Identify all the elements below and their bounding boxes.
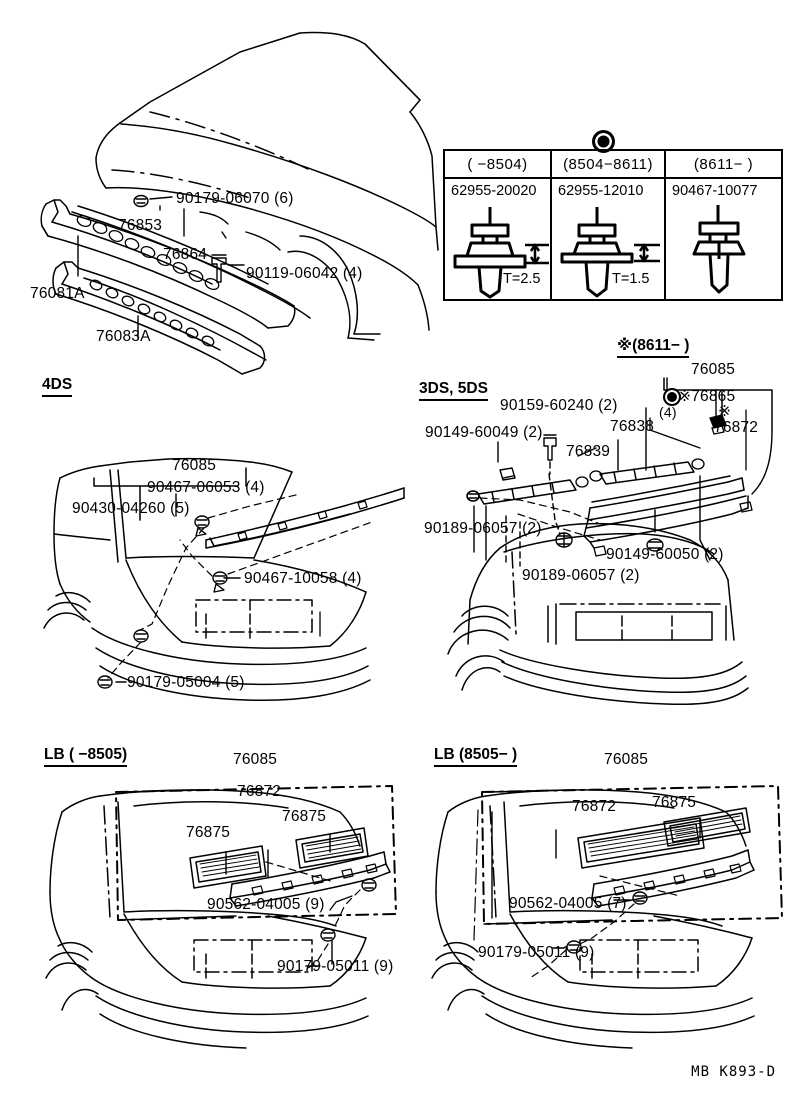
label-3ds-90159-60240: 90159-60240 (2) (500, 397, 618, 414)
clip-cell-2 (666, 179, 781, 301)
label-76853: 76853 (118, 217, 163, 234)
label-3ds-76872-asterisk: ※ (718, 403, 732, 420)
label-lbe-76875-right: 76875 (282, 808, 327, 825)
label-4ds-90179-05004: 90179-05004 (5) (127, 674, 245, 691)
clip-part-no-1: 62955-12010 (558, 183, 644, 199)
label-3ds-76838: 76838 (610, 418, 655, 435)
label-lbl-90179-05011: 90179-05011 (9) (478, 944, 595, 961)
label-3ds-76872: 76872 (714, 419, 759, 436)
clip-col-header-1: (8504−8611) (552, 151, 666, 177)
lb-early-spoiler (116, 786, 396, 970)
clip-col-header-2: (8611− ) (693, 155, 754, 173)
label-3ds-90149-60049: 90149-60049 (2) (425, 424, 543, 441)
clip-thickness-1: T=1.5 (612, 271, 650, 287)
label-lbl-76872: 76872 (572, 798, 617, 815)
label-76081A: 76081A (30, 285, 85, 302)
clip-variant-table (443, 149, 783, 301)
label-90119-06042: 90119-06042 (4) (246, 265, 363, 282)
label-lbl-90562-04005: 90562-04005 (7) (509, 895, 627, 912)
label-76864: 76864 (163, 246, 208, 263)
clip-part-no-2: 90467-10077 (672, 183, 758, 199)
footer-drawing-code: MB K893-D (691, 1064, 776, 1080)
clip-thickness-0: T=2.5 (503, 271, 541, 287)
section-note-8611: ※(8611− ) (617, 336, 689, 358)
front-screw-icon (134, 196, 148, 207)
label-3ds-76839: 76839 (566, 443, 611, 460)
label-4ds-90430-04260: 90430-04260 (5) (72, 500, 190, 517)
label-lbe-90562-04005: 90562-04005 (9) (207, 896, 325, 913)
label-lbe-76875-left: 76875 (186, 824, 231, 841)
section-title-3ds-5ds: 3DS, 5DS (419, 380, 488, 401)
label-lbl-76875: 76875 (652, 794, 697, 811)
clip-cell-0 (445, 179, 552, 301)
label-lbe-76085: 76085 (233, 751, 278, 768)
label-lbe-90179-05011: 90179-05011 (9) (277, 958, 394, 975)
front-car-body (96, 32, 438, 340)
label-3ds-76865: ※76865 (678, 388, 736, 405)
label-90179-06070: 90179-06070 (6) (176, 190, 294, 207)
label-lbe-76872: 76872 (237, 783, 282, 800)
label-3ds-90149-60050: 90149-60050 (2) (606, 546, 724, 563)
clip-col-header-0: ( −8504) (445, 151, 552, 177)
section-title-4ds: 4DS (42, 376, 72, 397)
label-3ds-90189-06057-b: 90189-06057 (2) (522, 567, 640, 584)
label-lbl-76085: 76085 (604, 751, 649, 768)
clip-part-no-0: 62955-20020 (451, 183, 537, 199)
label-4ds-90467-10058: 90467-10058 (4) (244, 570, 362, 587)
clip-cell-1 (552, 179, 666, 301)
label-76083A: 76083A (96, 328, 151, 345)
label-3ds-90189-06057-a: 90189-06057 (2) (424, 520, 542, 537)
label-4ds-76085: 76085 (172, 457, 217, 474)
label-3ds-76085: 76085 (691, 361, 736, 378)
section-title-lb-early: LB ( −8505) (44, 746, 127, 767)
label-4ds-90467-06053: 90467-06053 (4) (147, 479, 265, 496)
section-title-lb-late: LB (8505− ) (434, 746, 517, 767)
label-3ds-76865-qty: (4) (659, 404, 677, 420)
